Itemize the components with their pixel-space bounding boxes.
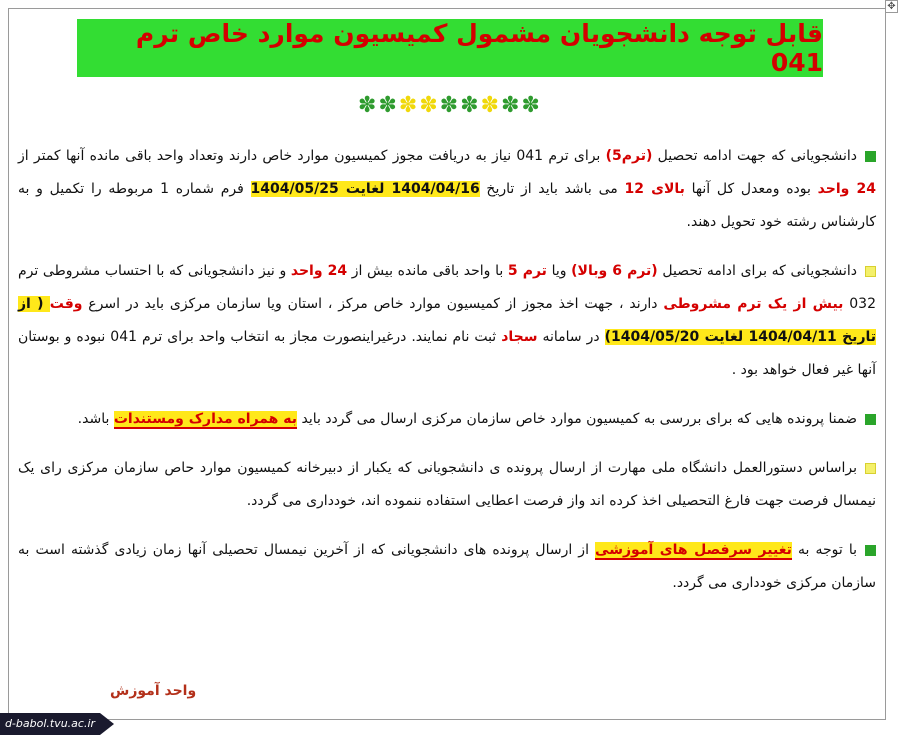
p1-text: برای ترم 041 نیاز به دریافت مجوز کمیسیون موارد خاص دارند وتعداد واحد باقی مانده آنها کمتر از: [18, 148, 606, 164]
p2-text: دارند ، جهت اخذ مجوز از کمیسیون موارد خاص مرکز ، استان ویا سازمان مرکزی باید در اسرع: [82, 296, 664, 312]
p1-text: بوده ومعدل کل آنها: [684, 181, 818, 197]
yellow-bullet-icon: [865, 463, 876, 474]
p2-term: (ترم 6 وبالا): [571, 263, 658, 279]
yellow-bullet-icon: [865, 266, 876, 277]
p2-text: با واحد باقی مانده بیش از: [347, 263, 508, 279]
p3-text: باشد.: [77, 411, 114, 427]
star-icon: ✽: [378, 93, 399, 118]
paragraph-5: [18, 534, 876, 600]
green-bullet-icon: [865, 545, 876, 556]
p1-term: (ترم5): [605, 148, 653, 164]
p5-curriculum: تغییر سرفصل های آموزشی: [595, 542, 792, 558]
p2-text: دانشجویانی که برای ادامه تحصیل: [657, 263, 857, 279]
p3-documents: به همراه مدارک ومستندات: [113, 411, 298, 427]
green-bullet-icon: [865, 151, 876, 162]
p5-text: از ارسال پرونده های دانشجویانی که از آخرین نیمسال تحصیلی آنها زمان زیادی گذشته است به سازمان مرکزی خودداری می گردد.: [18, 542, 876, 591]
paragraph-1: [18, 140, 876, 239]
signature: واحد آموزش: [110, 683, 197, 699]
star-icon: ✽: [480, 93, 502, 118]
decorative-stars: [0, 93, 900, 118]
p2-text: و نیز دانشجویانی که با احتساب مشروطی ترم 032: [18, 263, 876, 312]
p1-units: 24 واحد: [817, 181, 876, 197]
p2-units: 24 واحد: [290, 263, 348, 279]
p1-gpa: بالای 12: [624, 181, 685, 197]
p2-probation: بیش از یک ترم مشروطی: [663, 296, 844, 312]
p1-text: دانشجویانی که جهت ادامه تحصیل: [652, 148, 858, 164]
p5-text: با توجه به: [791, 542, 857, 558]
site-watermark: d-babol.tvu.ac.ir: [0, 713, 100, 735]
star-icon: ✽: [439, 93, 461, 118]
green-bullet-icon: [865, 414, 876, 425]
p2-system-name: سجاد: [501, 329, 538, 345]
notice-title: قابل توجه دانشجویان مشمول کمیسیون موارد خاص ترم 041: [135, 19, 823, 77]
paragraph-3: [18, 403, 876, 436]
notice-body: [18, 140, 876, 616]
p2-text: ویا: [546, 263, 572, 279]
paragraph-2: [18, 255, 876, 387]
table-move-handle-icon[interactable]: ✥: [885, 0, 898, 13]
star-icon: ✽: [358, 93, 379, 118]
star-icon: ✽: [521, 93, 542, 118]
p1-date-range: 1404/04/16 لغایت 1404/05/25: [250, 181, 480, 197]
notice-title-banner: [77, 19, 823, 77]
p2-text: ثبت نام نمایند. درغیراینصورت مجاز به انتخاب واحد برای ترم 041 نبوده و بوستان آنها غیر فعال خواهد بود .: [18, 329, 876, 378]
p2-text: وقت: [49, 296, 83, 312]
p2-term: ترم 5: [507, 263, 547, 279]
p1-text: می باشد باید از تاریخ: [479, 181, 625, 197]
p4-text: براساس دستورالعمل دانشگاه ملی مهارت از ارسال پرونده ی دانشجویانی که یکبار از دبیرخانه کمیسیون موارد حاص سازمان مرکزی رای یک نیمسال فرصت جهت فارغ التحصیلی اخذ کرده اند واز فرصت اعطایی استفاده ننموده اند، خودداری می گردد.: [18, 460, 876, 509]
p3-text: ضمنا پرونده هایی که برای بررسی به کمیسیون موارد خاص سازمان مرکزی ارسال می گردد باید: [297, 411, 857, 427]
star-icon: ✽: [460, 93, 481, 118]
p1-text: فرم شماره 1 مربوطه را تکمیل و به کارشناس رشته خود تحویل دهند.: [18, 181, 876, 230]
p2-date-range: ( از تاریخ 1404/04/11 لغایت 1404/05/20): [18, 296, 877, 345]
paragraph-4: [18, 452, 876, 518]
star-icon: ✽: [419, 93, 440, 118]
star-icon: ✽: [398, 93, 420, 118]
p2-text: در سامانه: [537, 329, 605, 345]
star-icon: ✽: [501, 93, 522, 118]
